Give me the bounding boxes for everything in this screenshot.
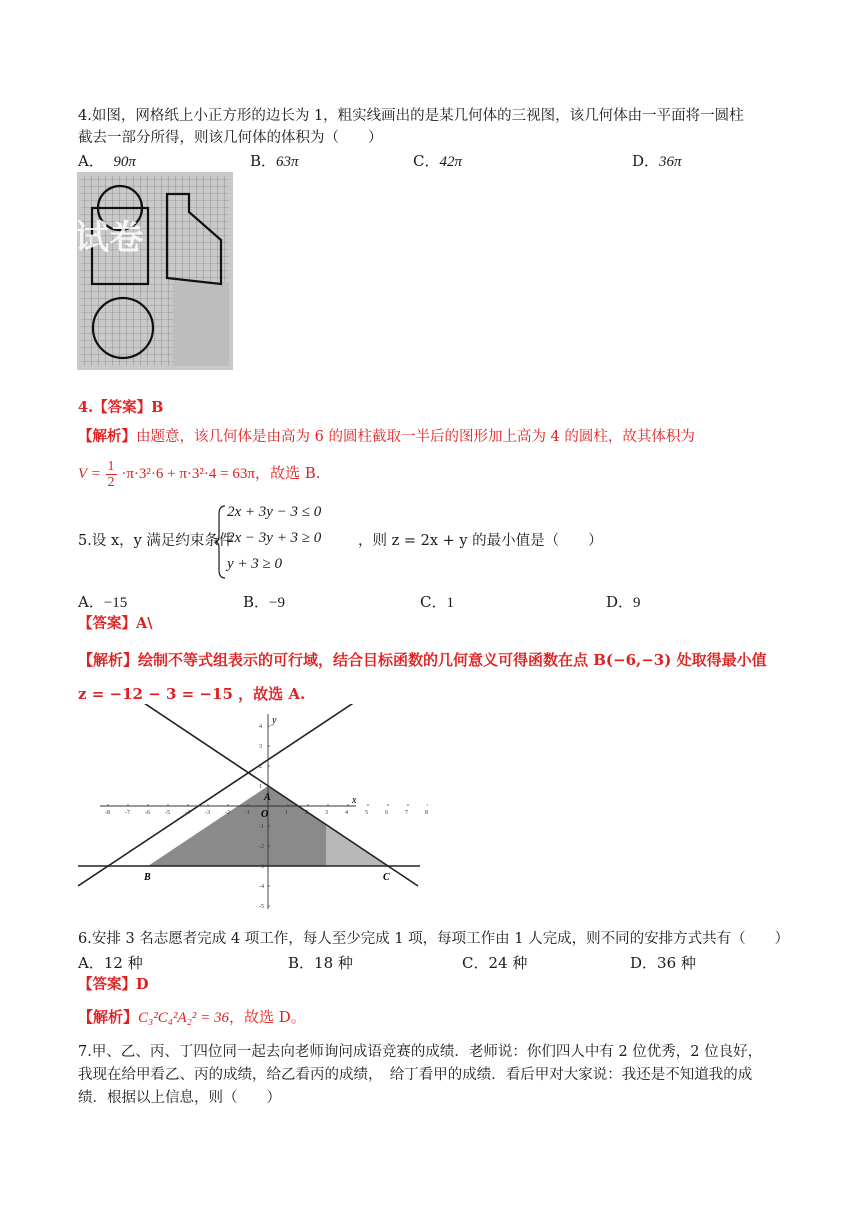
point-a-label: A xyxy=(264,792,271,803)
q5-constraint-system xyxy=(215,504,375,580)
x-axis-label: x xyxy=(352,795,357,806)
q5-option-b: B．−9 xyxy=(243,593,285,611)
x-tick-label: 7 xyxy=(405,810,408,816)
x-tick-label: 8 xyxy=(425,810,428,816)
x-tick-label: -7 xyxy=(125,810,130,816)
x-tick-label: -8 xyxy=(105,810,110,816)
q7-line1: 7.甲、乙、丙、丁四位同一起去向老师询问成语竞赛的成绩．老师说：你们四人中有 2 位优秀，2 位良好， xyxy=(78,1044,763,1060)
y-tick-label: -2 xyxy=(259,844,264,850)
x-tick-label: 1 xyxy=(285,810,288,816)
y-tick-label: 2 xyxy=(259,764,262,770)
q5-option-a: A．−15 xyxy=(78,593,128,611)
y-tick-label: 4 xyxy=(259,724,262,730)
q4-answer: 4.【答案】B xyxy=(78,399,164,416)
q7-line2: 我现在给甲看乙、丙的成绩，给乙看丙的成绩， 给丁看甲的成绩．看后甲对大家说：我还是不知道我的成 xyxy=(78,1067,753,1083)
q4-stem-line1: 4.如图，网格纸上小正方形的边长为 1，粗实线画出的是某几何体的三视图，该几何体由一平面将一圆柱 xyxy=(78,108,744,124)
x-tick-label: -3 xyxy=(205,810,210,816)
constraint-2: 2x − 3y + 3 ≥ 0 xyxy=(227,530,322,546)
q4-option-c: C．42π xyxy=(413,152,462,170)
watermark-text: 试卷 xyxy=(75,218,144,258)
q6-option-b: B．18 种 xyxy=(288,954,353,972)
constraint-3: y + 3 ≥ 0 xyxy=(227,556,283,572)
q4-option-d: D．36π xyxy=(632,152,682,170)
y-tick-label: 3 xyxy=(259,744,262,750)
y-tick-label: -1 xyxy=(259,824,264,830)
q5-answer: 【答案】A\ xyxy=(78,615,153,632)
q4-stem-line2: 截去一部分所得，则该几何体的体积为（ ） xyxy=(78,130,383,146)
x-tick-label: -1 xyxy=(245,810,250,816)
y-tick-label: -4 xyxy=(259,884,264,890)
q4-option-b: B．63π xyxy=(250,152,299,170)
y-axis-label: y xyxy=(272,715,277,726)
y-tick-label: 1 xyxy=(259,784,262,790)
x-tick-label: 5 xyxy=(365,810,368,816)
constraint-1: 2x + 3y − 3 ≤ 0 xyxy=(227,504,322,520)
q5-option-c: C．1 xyxy=(420,593,454,611)
three-view-figure xyxy=(77,172,233,370)
x-tick-label: -5 xyxy=(165,810,170,816)
q5-analysis-line2: z = −12 − 3 = −15 ，故选 A. xyxy=(78,685,306,703)
q4-analysis: 【解析】由题意，该几何体是由高为 6 的圆柱截取一半后的图形加上高为 4 的圆柱，故其体积为 xyxy=(78,428,695,445)
q7-line3: 绩．根据以上信息，则（ ） xyxy=(78,1090,281,1106)
x-tick-label: -4 xyxy=(185,810,190,816)
x-tick-label: 2 xyxy=(305,810,308,816)
origin-label: O xyxy=(261,809,269,820)
q6-answer: 【答案】D xyxy=(78,976,149,993)
q6-option-d: D．36 种 xyxy=(630,954,696,972)
q5-stem-suffix: ，则 z = 2x + y 的最小值是（ ） xyxy=(358,533,603,549)
feasible-region-graph xyxy=(78,704,428,916)
q4-option-a: A． 90π xyxy=(78,152,136,170)
q6-stem: 6.安排 3 名志愿者完成 4 项工作，每人至少完成 1 项，每项工作由 1 人完成，则不同的安排方式共有（ ） xyxy=(78,931,790,947)
q5-stem-prefix: 5.设 x，y 满足约束条件 xyxy=(78,533,234,549)
q6-analysis: 【解析】C₃²C₄²A₂² = 36，故选 D。 xyxy=(78,1008,306,1026)
q4-formula: V = $\frac{1}{2}$ ·π·3²·6 + π·3²·4 = 63π，故选 B. xyxy=(78,458,321,490)
x-tick-label: 6 xyxy=(385,810,388,816)
x-tick-label: 3 xyxy=(325,810,328,816)
point-b-label: B xyxy=(144,872,151,883)
feasible-region-dark xyxy=(148,786,326,866)
x-tick-label: 4 xyxy=(345,810,348,816)
point-c-label: C xyxy=(383,872,390,883)
y-tick-label: -5 xyxy=(259,904,264,910)
q5-option-d: D．9 xyxy=(606,593,641,611)
y-tick-label: -3 xyxy=(259,864,264,870)
x-tick-label: -2 xyxy=(225,810,230,816)
q6-option-c: C．24 种 xyxy=(462,954,528,972)
q5-analysis: 【解析】绘制不等式组表示的可行域，结合目标函数的几何意义可得函数在点 B(−6,−3) 处取得最小值 xyxy=(78,651,767,669)
q6-option-a: A．12 种 xyxy=(78,954,143,972)
x-tick-label: -6 xyxy=(145,810,150,816)
